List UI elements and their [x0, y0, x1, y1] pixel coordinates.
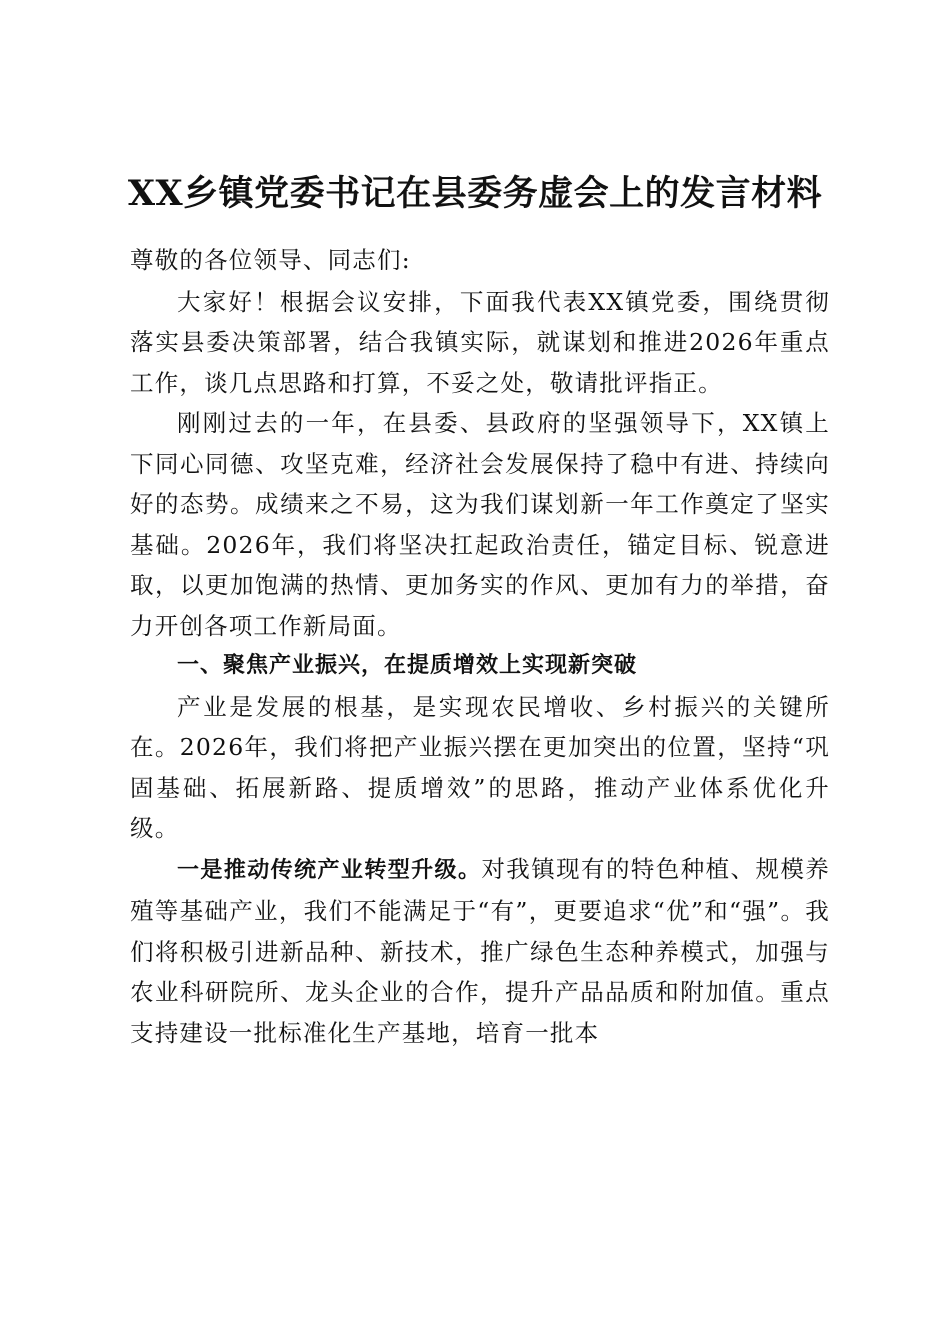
- paragraph-section1-body: 产业是发展的根基，是实现农民增收、乡村振兴的关键所在。2026年，我们将把产业振兴摆在更加突出的位置，坚持“巩固基础、拓展新路、提质增效”的思路，推动产业体系优化升级。: [130, 692, 830, 842]
- point-1-lead: 一是推动传统产业转型升级。: [177, 857, 482, 883]
- document-title: XX乡镇党委书记在县委务虚会上的发言材料: [127, 173, 823, 214]
- point-1-body: 对我镇现有的特色种植、规模养殖等基础产业，我们不能满足于“有”，更要追求“优”和“强”。我们将积极引进新品种、新技术，推广绿色生态种养模式，加强与农业科研院所、龙头企业的合作，提升产品品质和附加值。重点支持建设一批标准化生产基地，培育一批本: [130, 854, 830, 1047]
- document-body: [130, 240, 830, 1053]
- salutation: 尊敬的各位领导、同志们:: [130, 246, 411, 274]
- paragraph-intro: 大家好！根据会议安排，下面我代表XX镇党委，围绕贯彻落实县委决策部署，结合我镇实际，就谋划和推进2026年重点工作，谈几点思路和打算，不妥之处，敬请批评指正。: [130, 287, 830, 397]
- paragraph-review: 刚刚过去的一年，在县委、县政府的坚强领导下，XX镇上下同心同德、攻坚克难，经济社会发展保持了稳中有进、持续向好的态势。成绩来之不易，这为我们谋划新一年工作奠定了坚实基础。2026年，我们将坚决扛起政治责任，锚定目标、锐意进取，以更加饱满的热情、更加务实的作风、更加有力的举措，奋力开创各项工作新局面。: [130, 409, 830, 640]
- section-heading-1: 一、聚焦产业振兴，在提质增效上实现新突破: [177, 653, 638, 678]
- paragraph-point-1: [130, 849, 830, 1054]
